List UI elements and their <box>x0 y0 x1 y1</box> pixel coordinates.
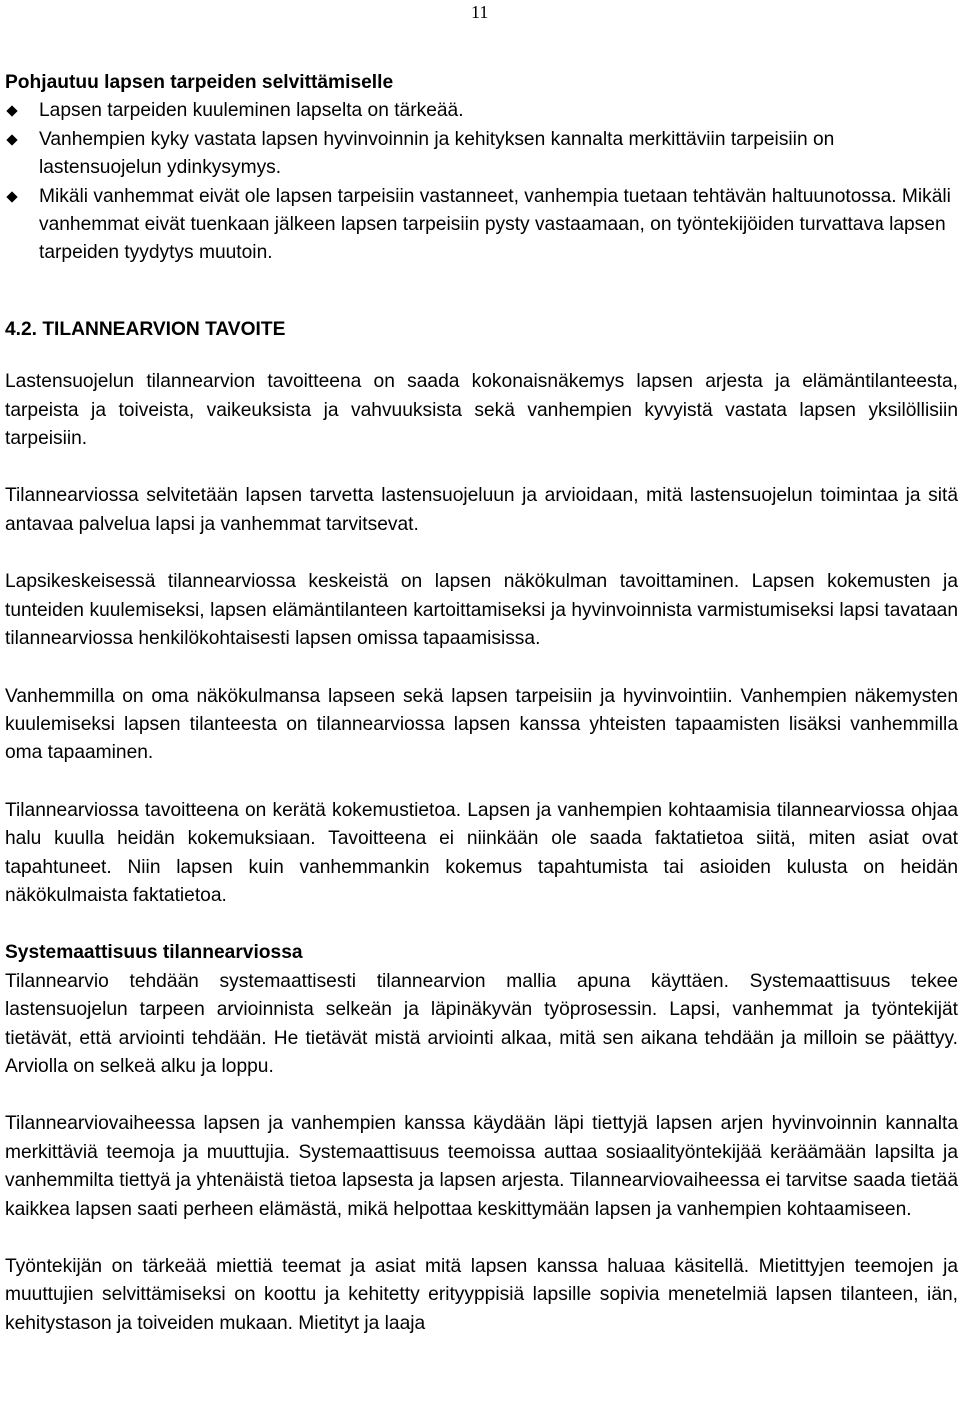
section-heading: 4.2. TILANNEARVION TAVOITE <box>5 318 286 340</box>
subsection-heading: Systemaattisuus tilannearviossa <box>5 942 303 964</box>
bullet-text: Lapsen tarpeiden kuuleminen lapselta on tärkeää. <box>39 100 464 122</box>
diamond-bullet-icon <box>6 106 17 117</box>
page-number: 11 <box>471 2 489 22</box>
diamond-bullet-icon <box>6 134 17 145</box>
document-body <box>5 69 958 1338</box>
paragraph: Lastensuojelun tilannearvion tavoitteena on saada kokonaisnäkemys lapsen arjesta ja elämäntilanteesta, tarpeista ja toiveista, vaikeuksista ja vahvuuksista sekä vanhempien kyvyistä vastata lapsen yksilöllisiin tarpeisiin. <box>5 371 958 450</box>
bullet-text: Vanhempien kyky vastata lapsen hyvinvoinnin ja kehityksen kannalta merkittäviin tarpeisiin on lastensuojelun ydinkysymys. <box>39 128 835 179</box>
paragraph: Työntekijän on tärkeää miettiä teemat ja asiat mitä lapsen kanssa haluaa käsitellä. Mietittyjen teemojen ja muuttujien selvittämiseksi on koottu ja kehitetty erityyppisiä lapsille sopivia menetelmiä lapsen tilanteen, iän, kehitystason ja toiveiden mukaan. Mietityt ja laaja <box>5 1256 958 1334</box>
bullet-item <box>5 183 958 268</box>
intro-bullet-list <box>5 97 958 267</box>
paragraph: Tilannearviossa selvitetään lapsen tarvetta lastensuojeluun ja arvioidaan, mitä lastensuojelun toimintaa ja sitä antavaa palvelua lapsi ja vanhemmat tarvitsevat. <box>5 485 958 535</box>
paragraph: Lapsikeskeisessä tilannearviossa keskeistä on lapsen näkökulman tavoittaminen. Lapsen kokemusten ja tunteiden kuulemiseksi, lapsen elämäntilanteen kartoittamiseksi ja hyvinvoinnista varmistumiseksi lapsi tavataan tilannearviossa henkilökohtaisesti lapsen omissa tapaamisissa. <box>5 571 958 650</box>
paragraph: Tilannearvio tehdään systemaattisesti tilannearvion mallia apuna käyttäen. Systemaattisuus tekee lastensuojelun tarpeen arvioinnista selkeän ja läpinäkyvän työprosessin. Lapsi, vanhemmat ja työntekijät tietävät, että arviointi tehdään. He tietävät mistä arviointi alkaa, mitä sen aikana tehdään ja milloin se päättyy. Arviolla on selkeä alku ja loppu. <box>5 970 958 1077</box>
diamond-bullet-icon <box>6 191 17 202</box>
paragraph: Tilannearviovaiheessa lapsen ja vanhempien kanssa käydään läpi tiettyjä lapsen arjen hyvinvoinnin kannalta merkittäviä teemoja ja muuttujia. Systemaattisuus teemoissa auttaa sosiaalityöntekijää keräämään lapsilta ja vanhemmilta tiettyä ja yhtenäistä tietoa lapsesta ja lapsen arjesta. Tilannearviovaiheessa ei tarvitse saada tietää kaikkea lapsen saati perheen elämästä, mikä helpottaa keskittymään lapsen ja vanhempien kohtaamiseen. <box>5 1113 958 1220</box>
bullet-text: Mikäli vanhemmat eivät ole lapsen tarpeisiin vastanneet, vanhempia tuetaan tehtävän haltuunotossa. Mikäli vanhemmat eivät tuenkaan jälkeen lapsen tarpeisiin pysty vastaamaan, on työntekijöiden turvattava lapsen tarpeiden tyydytys muutoin. <box>39 185 951 264</box>
intro-heading: Pohjautuu lapsen tarpeiden selvittämiselle <box>5 72 394 93</box>
bullet-item <box>5 97 958 125</box>
paragraph: Vanhemmilla on oma näkökulmansa lapseen sekä lapsen tarpeisiin ja hyvinvointiin. Vanhempien näkemysten kuulemiseksi lapsen tilanteesta on tilannearviossa lapsen kanssa yhteisten tapaamisten lisäksi vanhemmilla oma tapaaminen. <box>5 685 958 764</box>
bullet-item <box>5 126 958 183</box>
paragraph: Tilannearviossa tavoitteena on kerätä kokemustietoa. Lapsen ja vanhempien kohtaamisia tilannearviossa ohjaa halu kuulla heidän kokemuksiaan. Tavoitteena ei niinkään ole saada faktatietoa siitä, miten asiat ovat tapahtuneet. Niin lapsen kuin vanhemmankin kokemus tapahtumista tai asioiden kulusta on heidän näkökulmaista faktatietoa. <box>5 799 958 906</box>
